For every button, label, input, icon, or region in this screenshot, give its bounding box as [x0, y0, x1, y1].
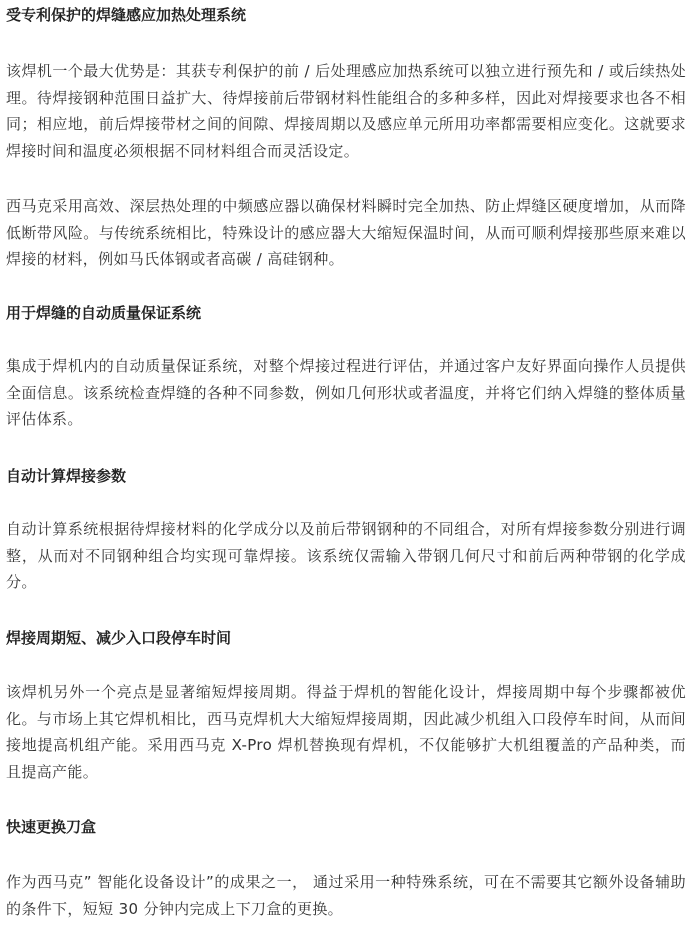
section-title: 受专利保护的焊缝感应加热处理系统	[6, 6, 247, 24]
section-title: 用于焊缝的自动质量保证系统	[6, 304, 202, 322]
paragraph: 作为西马克” 智能化设备设计”的成果之一， 通过采用一种特殊系统，可在不需要其它额外设备辅助的条件下，短短 30 分钟内完成上下刀盒的更换。	[6, 873, 686, 918]
section-title: 快速更换刀盒	[6, 818, 97, 836]
section-title: 焊接周期短、减少入口段停车时间	[6, 629, 232, 647]
paragraph: 自动计算系统根据待焊接材料的化学成分以及前后带钢钢种的不同组合，对所有焊接参数分别进行调整，从而对不同钢种组合均实现可靠焊接。该系统仅需输入带钢几何尺寸和前后两种带钢的化学成分。	[6, 520, 686, 591]
paragraph: 该焊机另外一个亮点是显著缩短焊接周期。得益于焊机的智能化设计，焊接周期中每个步骤都被优化。与市场上其它焊机相比，西马克焊机大大缩短焊接周期，因此减少机组入口段停车时间，从而间接地提高机组产能。采用西马克 X-Pro 焊机替换现有焊机，不仅能够扩大机组覆盖的产品种类，而且提高产能。	[6, 683, 686, 781]
paragraph: 西马克采用高效、深层热处理的中频感应器以确保材料瞬时完全加热、防止焊缝区硬度增加，从而降低断带风险。与传统系统相比，特殊设计的感应器大大缩短保温时间，从而可顺利焊接那些原来难以焊接的材料，例如马氏体钢或者高碳 / 高硅钢种。	[6, 197, 686, 268]
section-title: 自动计算焊接参数	[6, 467, 127, 485]
paragraph: 该焊机一个最大优势是：其获专利保护的前 / 后处理感应加热系统可以独立进行预先和 / 或后续热处理。待焊接钢种范围日益扩大、待焊接前后带钢材料性能组合的多种多样，因此对焊接要求也各不相同；相应地，前后焊接带材之间的间隙、焊接周期以及感应单元所用功率都需要相应变化。这就要求焊接时间和温度必须根据不同材料组合而灵活设定。	[6, 62, 686, 160]
paragraph: 集成于焊机内的自动质量保证系统，对整个焊接过程进行评估，并通过客户友好界面向操作人员提供全面信息。该系统检查焊缝的各种不同参数，例如几何形状或者温度，并将它们纳入焊缝的整体质量评估体系。	[6, 357, 686, 428]
